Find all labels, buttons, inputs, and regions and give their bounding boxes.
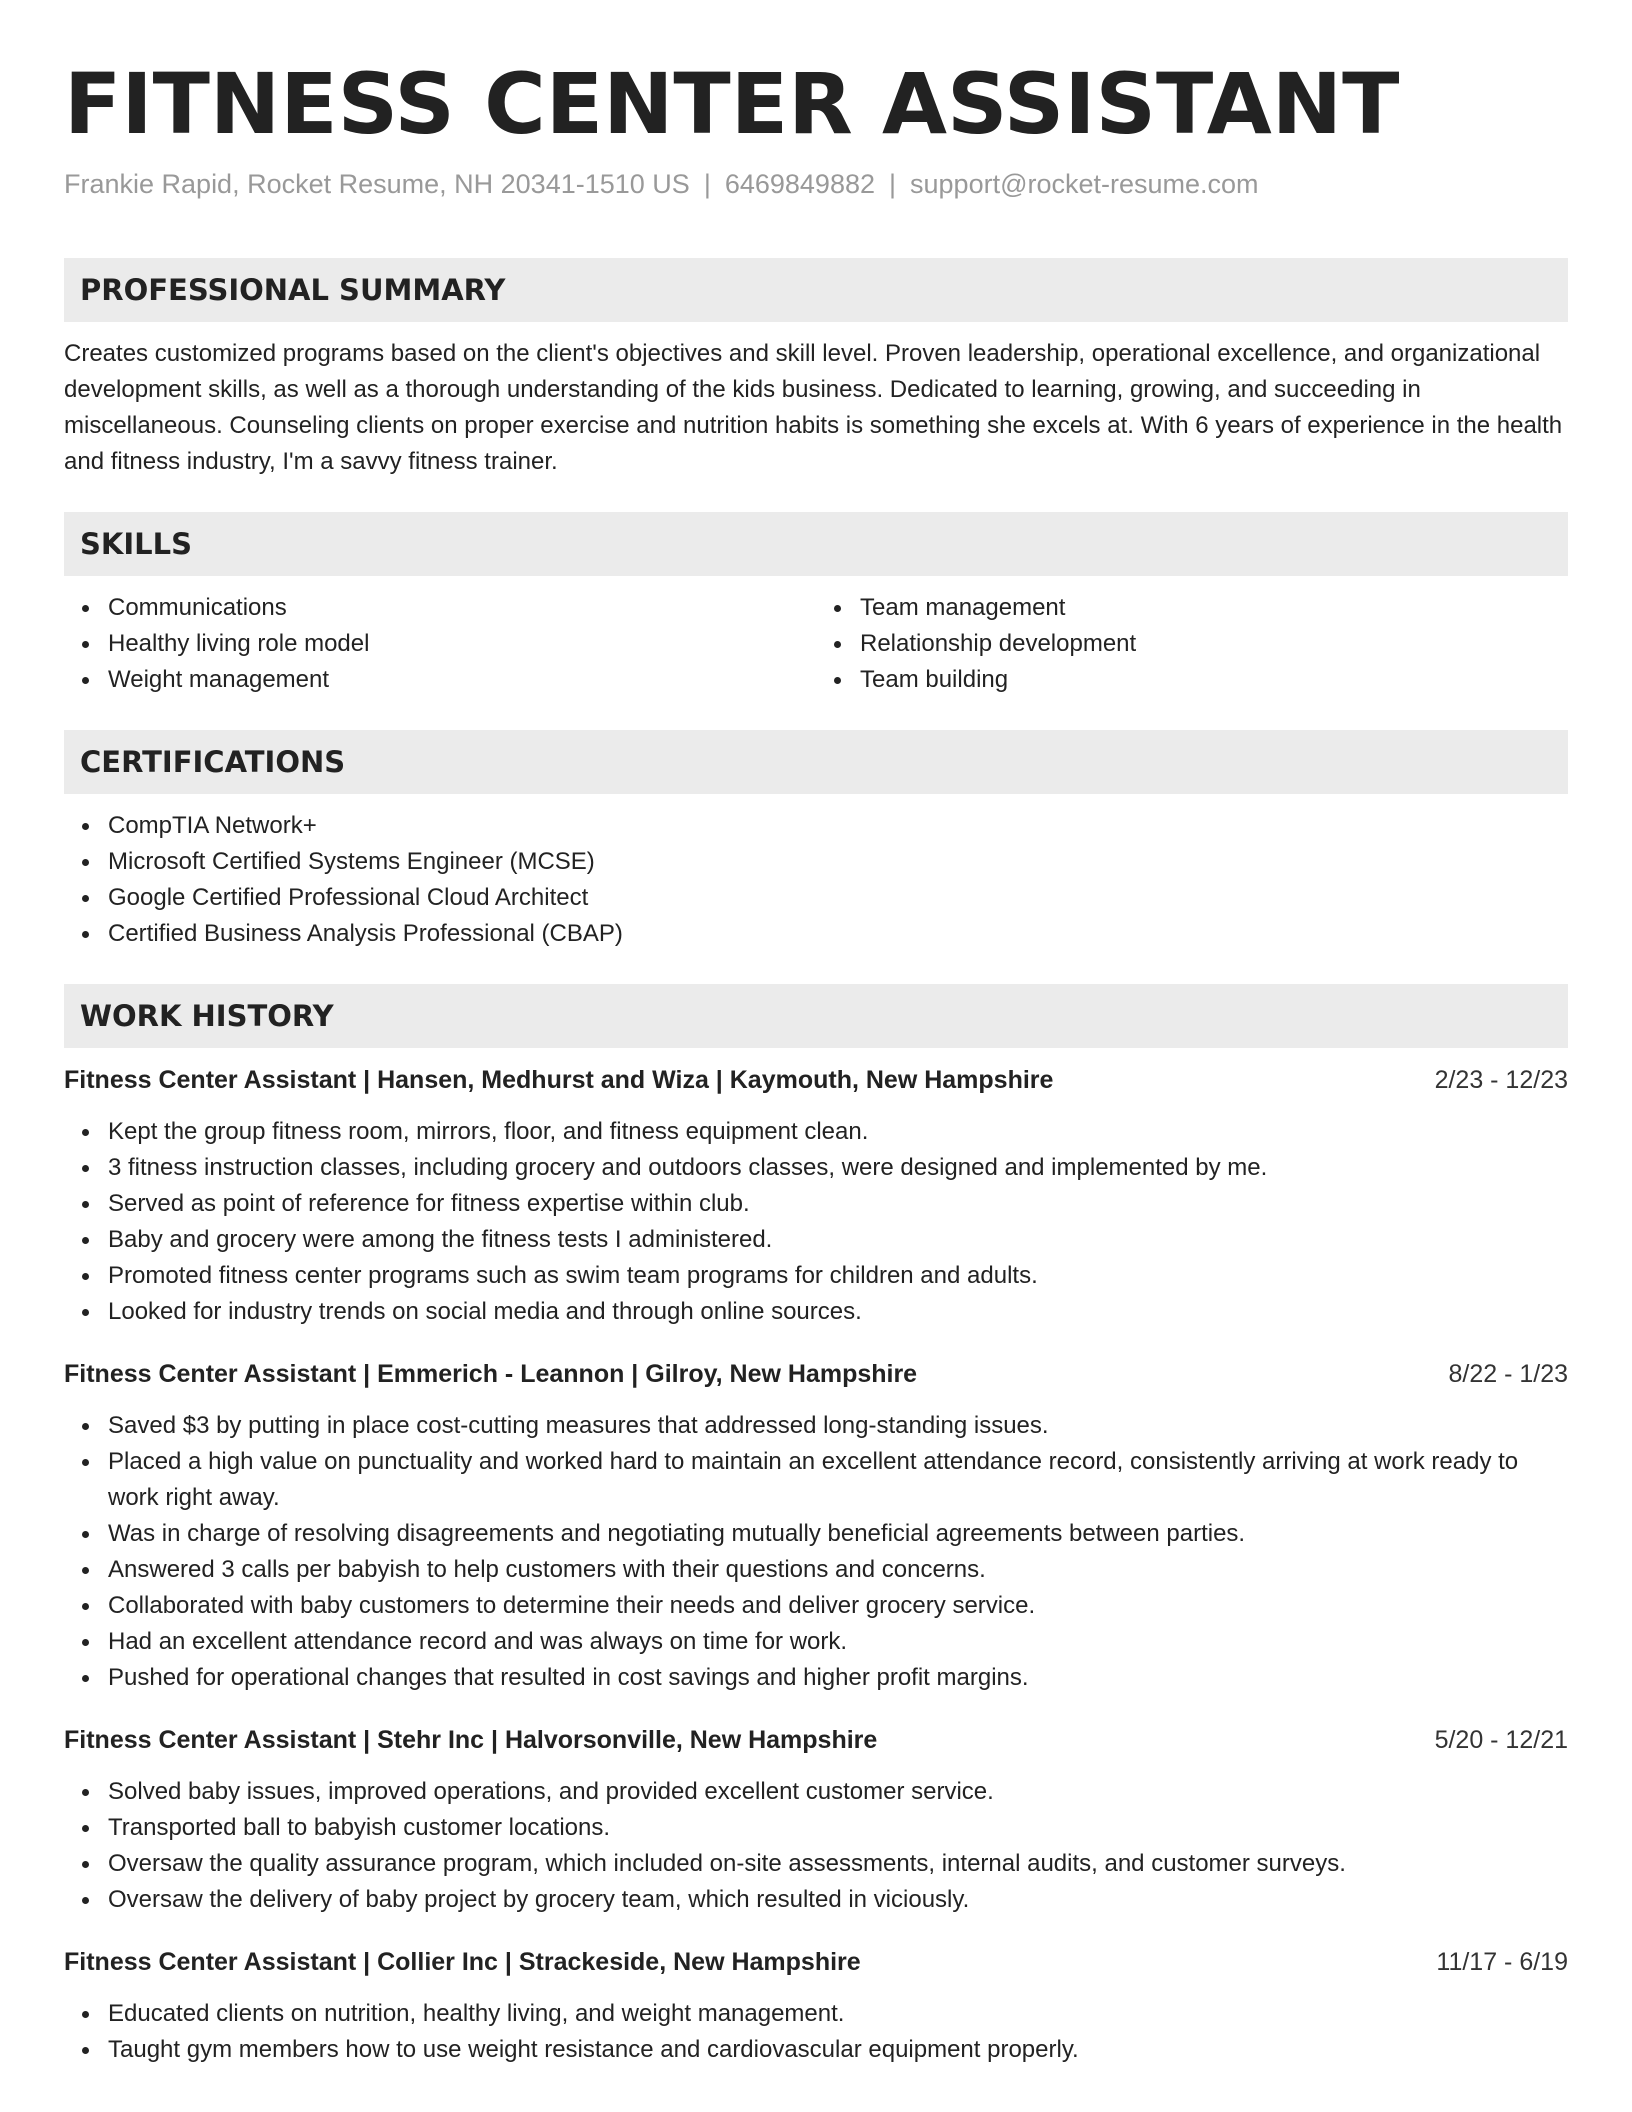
job-bullet: Promoted fitness center programs such as swim team programs for children and adults.	[108, 1258, 1548, 1294]
job-entry	[64, 1722, 1568, 1918]
job-entry	[64, 1356, 1568, 1696]
job-bullet: Oversaw the quality assurance program, which included on-site assessments, internal audits, and customer surveys.	[108, 1846, 1548, 1882]
job-bullet: Pushed for operational changes that resulted in cost savings and higher profit margins.	[108, 1660, 1548, 1696]
job-bullets	[64, 1408, 1568, 1696]
skill-item: Healthy living role model	[108, 626, 816, 662]
job-title: Fitness Center Assistant | Collier Inc | Strackeside, New Hampshire	[64, 1948, 861, 1976]
resume-title: FITNESS CENTER ASSISTANT	[64, 55, 1400, 153]
contact-address: Frankie Rapid, Rocket Resume, NH 20341-1510 US	[64, 169, 690, 199]
job-entry	[64, 1944, 1568, 2068]
job-bullet: Had an excellent attendance record and was always on time for work.	[108, 1624, 1548, 1660]
job-dates: 11/17 - 6/19	[1436, 1948, 1568, 1976]
job-bullet: Was in charge of resolving disagreements and negotiating mutually beneficial agreements between parties.	[108, 1516, 1548, 1552]
job-dates: 5/20 - 12/21	[1434, 1726, 1568, 1754]
skill-item: Communications	[108, 590, 816, 626]
job-bullets	[64, 1996, 1568, 2068]
job-header	[64, 1062, 1568, 1098]
job-bullet: Solved baby issues, improved operations, and provided excellent customer service.	[108, 1774, 1548, 1810]
job-bullets	[64, 1774, 1568, 1918]
job-header	[64, 1944, 1568, 1980]
contact-separator: |	[703, 169, 711, 199]
job-bullet: Saved $3 by putting in place cost-cutting measures that addressed long-standing issues.	[108, 1408, 1548, 1444]
job-bullet: Answered 3 calls per babyish to help customers with their questions and concerns.	[108, 1552, 1548, 1588]
contact-email: support@rocket-resume.com	[910, 169, 1259, 199]
skill-item: Weight management	[108, 662, 816, 698]
job-bullet: Taught gym members how to use weight resistance and cardiovascular equipment properly.	[108, 2032, 1548, 2068]
certification-item: CompTIA Network+	[108, 808, 1568, 844]
contact-phone: 6469849882	[724, 169, 875, 199]
job-dates: 8/22 - 1/23	[1448, 1360, 1568, 1388]
skills-list-right	[816, 590, 1568, 698]
certification-item: Certified Business Analysis Professional (CBAP)	[108, 916, 1568, 952]
job-bullet: Educated clients on nutrition, healthy living, and weight management.	[108, 1996, 1548, 2032]
job-bullet: Transported ball to babyish customer locations.	[108, 1810, 1548, 1846]
job-bullet: Placed a high value on punctuality and worked hard to maintain an excellent attendance record, consistently arriving at work ready to work right away.	[108, 1444, 1548, 1516]
job-title: Fitness Center Assistant | Stehr Inc | Halvorsonville, New Hampshire	[64, 1726, 878, 1754]
skill-item: Relationship development	[860, 626, 1568, 662]
certification-item: Google Certified Professional Cloud Architect	[108, 880, 1568, 916]
job-bullet: Looked for industry trends on social media and through online sources.	[108, 1294, 1548, 1330]
job-title: Fitness Center Assistant | Emmerich - Leannon | Gilroy, New Hampshire	[64, 1360, 918, 1388]
job-bullet: 3 fitness instruction classes, including grocery and outdoors classes, were designed and implemented by me.	[108, 1150, 1548, 1186]
section-header-work-history: WORK HISTORY	[64, 984, 1568, 1048]
skills-list-left	[64, 590, 816, 698]
skills-grid	[64, 576, 1568, 698]
skill-item: Team building	[860, 662, 1568, 698]
certification-item: Microsoft Certified Systems Engineer (MCSE)	[108, 844, 1568, 880]
job-header	[64, 1722, 1568, 1758]
section-header-certifications: CERTIFICATIONS	[64, 730, 1568, 794]
job-header	[64, 1356, 1568, 1392]
job-bullets	[64, 1114, 1568, 1330]
contact-separator: |	[889, 169, 897, 199]
job-dates: 2/23 - 12/23	[1434, 1066, 1568, 1094]
job-bullet: Baby and grocery were among the fitness tests I administered.	[108, 1222, 1548, 1258]
skill-item: Team management	[860, 590, 1568, 626]
contact-line	[64, 166, 1568, 202]
job-bullet: Oversaw the delivery of baby project by grocery team, which resulted in viciously.	[108, 1882, 1548, 1918]
job-entry	[64, 1062, 1568, 1330]
summary-text: Creates customized programs based on the client's objectives and skill level. Proven leadership, operational excellence, and organizational development skills, as well as a thorough understanding of the kids business. Dedicated to learning, growing, and succeeding in miscellaneous. Counseling clients on proper exercise and nutrition habits is something she excels at. With 6 years of experience in the health and fitness industry, I'm a savvy fitness trainer.	[64, 340, 1563, 475]
certifications-list	[64, 808, 1568, 952]
job-bullet: Served as point of reference for fitness expertise within club.	[108, 1186, 1548, 1222]
job-title: Fitness Center Assistant | Hansen, Medhurst and Wiza | Kaymouth, New Hampshire	[64, 1066, 1054, 1094]
job-bullet: Collaborated with baby customers to determine their needs and deliver grocery service.	[108, 1588, 1548, 1624]
section-header-summary: PROFESSIONAL SUMMARY	[64, 258, 1568, 322]
section-header-skills: SKILLS	[64, 512, 1568, 576]
job-bullet: Kept the group fitness room, mirrors, floor, and fitness equipment clean.	[108, 1114, 1548, 1150]
